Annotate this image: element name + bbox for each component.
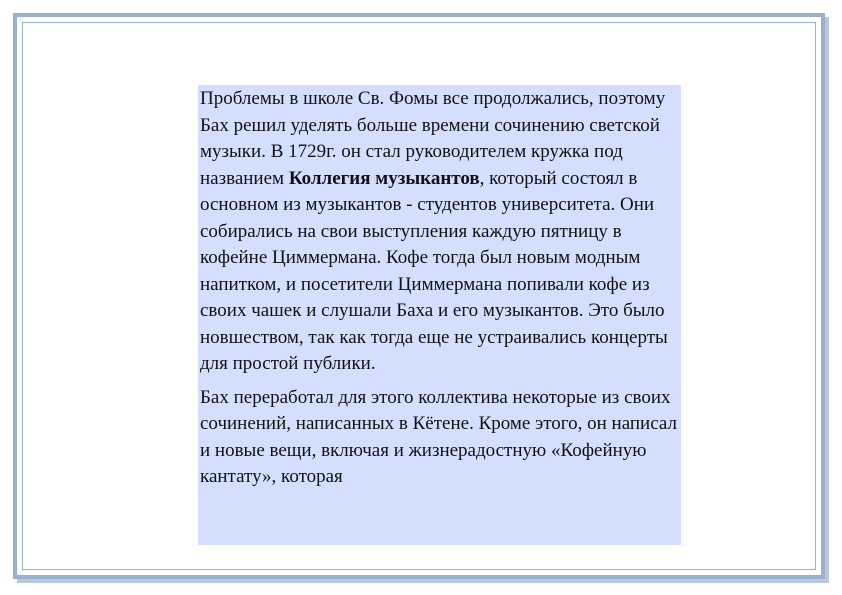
paragraph-1-after: , который состоял в основном из музыкантов - студентов университета. Они собирались на свои выступления каждую пятницу в кофейне Циммермана. Кофе тогда был новым модным напитком, и посетители Циммермана попивали кофе из своих чашек и слушали Баха и его музыкантов. Это было новшеством, так как тогда еще не устраивались концерты для простой публики.	[200, 167, 668, 374]
slide-frame-shadow-right	[825, 17, 829, 583]
slide-frame-shadow-bottom	[17, 579, 829, 583]
paragraph-2: Бах переработал для этого коллектива некоторые из своих сочинений, написанных в Кётене. Кроме этого, он написал и новые вещи, включая и жизнерадостную «Кофейную кантату», которая	[200, 386, 677, 487]
text-box	[198, 85, 681, 545]
paragraph-1	[198, 85, 681, 378]
paragraph-1-before: Проблемы в школе Св. Фомы все продолжались, поэтому Бах решил уделять больше времени сочинению светской музыки. В 1729г. он стал руководителем кружка под названием	[200, 88, 666, 189]
paragraph-1-bold-term: Коллегия музыкантов	[288, 167, 480, 189]
